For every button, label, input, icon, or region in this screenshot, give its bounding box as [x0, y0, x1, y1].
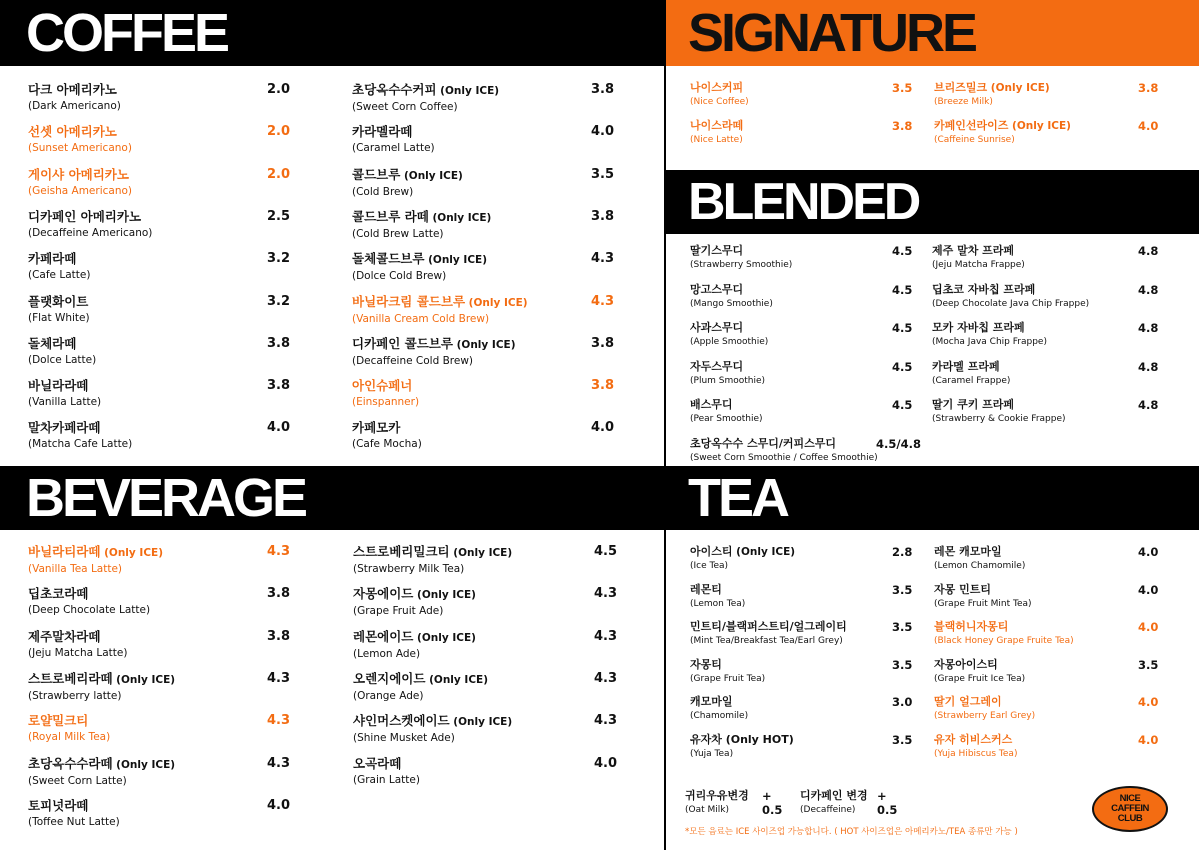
menu-item: [28, 82, 291, 113]
coffee-header: [0, 0, 664, 66]
menu-item-price: 3.8: [1138, 81, 1159, 95]
menu-item-english: (Dolce Latte): [28, 354, 97, 366]
menu-item: [934, 119, 1159, 146]
menu-item-name: 유자 히비스커스: [934, 733, 1013, 746]
menu-item-price: 3.2: [267, 251, 291, 266]
menu-item-english: (Caffeine Sunrise): [934, 135, 1015, 145]
menu-item: [28, 378, 291, 409]
menu-item-english: (Strawberry & Cookie Frappe): [932, 414, 1066, 424]
menu-item-english: (Sweet Corn Smoothie / Coffee Smoothie): [690, 453, 878, 463]
menu-item-name: 샤인머스켓에이드 (Only ICE): [353, 713, 513, 728]
option-english: (Oat Milk): [685, 805, 729, 815]
menu-item: [934, 733, 1159, 760]
only-ice-tag: (Only ICE): [400, 170, 463, 182]
menu-item: [690, 81, 913, 108]
blended-title: BLENDED: [688, 173, 919, 231]
only-ice-tag: (Only ICE): [1008, 120, 1071, 132]
menu-item: [353, 756, 618, 787]
menu-item-price: 4.5: [892, 321, 913, 335]
menu-item-english: (Matcha Cafe Latte): [28, 438, 133, 450]
menu-item-english: (Chamomile): [690, 711, 749, 721]
menu-item-name: 브리즈밀크 (Only ICE): [934, 81, 1050, 94]
option-price: + 0.5: [762, 789, 783, 817]
menu-item: [352, 378, 615, 409]
menu-item: [28, 167, 291, 198]
menu-item-english: (Sweet Corn Coffee): [352, 101, 458, 113]
menu-item-name: 초당옥수수 스무디/커피스무디: [690, 437, 836, 450]
menu-item-price: 4.0: [1138, 695, 1159, 709]
menu-item-price: 4.0: [267, 420, 291, 435]
menu-item-english: (Strawberry latte): [28, 690, 122, 702]
menu-item: [934, 81, 1159, 108]
signature-header: [664, 0, 1199, 66]
menu-item-price: 3.8: [892, 119, 913, 133]
beverage-title: BEVERAGE: [26, 468, 306, 528]
menu-item-price: 3.5: [892, 620, 913, 634]
menu-item-price: 4.3: [591, 251, 615, 266]
menu-item-price: 4.8: [1138, 360, 1159, 374]
menu-item: [353, 671, 618, 703]
menu-item-name: 카페라떼: [28, 251, 77, 266]
only-ice-tag: (Only ICE): [424, 254, 487, 266]
menu-item-name: 민트티/블랙퍼스트티/얼그레이티: [690, 620, 847, 633]
menu-item-price: 4.0: [591, 420, 615, 435]
menu-item: [353, 544, 618, 576]
menu-item: [28, 420, 291, 451]
menu-item: [690, 620, 913, 647]
blended-header: [664, 170, 1199, 234]
menu-item-price: 3.8: [591, 209, 615, 224]
menu-item: [932, 360, 1159, 387]
menu-item-name: 사과스무디: [690, 321, 744, 334]
menu-item-english: (Sunset Americano): [28, 142, 132, 154]
menu-item: [934, 620, 1159, 647]
menu-item-price: 3.5: [1138, 658, 1159, 672]
menu-item-name: 토피넛라떼: [28, 798, 89, 813]
menu-item: [690, 283, 913, 310]
menu-item-price: 4.8: [1138, 398, 1159, 412]
menu-item-name: 제주말차라떼: [28, 629, 101, 644]
menu-item: [352, 420, 615, 451]
menu-item-english: (Cafe Mocha): [352, 438, 422, 450]
only-ice-tag: (Only ICE): [987, 82, 1050, 94]
menu-item: [28, 798, 291, 829]
menu-item-english: (Grape Fruit Tea): [690, 674, 766, 684]
menu-item: [28, 713, 291, 744]
only-ice-tag: (Only ICE): [449, 716, 513, 728]
option-oat-milk: [685, 789, 783, 817]
menu-item-english: (Cold Brew): [352, 186, 414, 198]
only-ice-tag: (Only ICE): [112, 674, 176, 686]
menu-item-name: 자몽에이드 (Only ICE): [353, 586, 476, 601]
signature-title: SIGNATURE: [688, 3, 976, 63]
menu-item: [352, 251, 615, 283]
menu-item-english: (Grape Fruit Mint Tea): [934, 599, 1032, 609]
menu-item-price: 3.5: [892, 658, 913, 672]
menu-item: [28, 586, 291, 617]
menu-item-price: 4.5/4.8: [876, 437, 921, 451]
menu-item-english: (Sweet Corn Latte): [28, 775, 127, 787]
menu-item-price: 4.0: [1138, 583, 1159, 597]
only-ice-tag: (Only ICE): [732, 546, 796, 558]
menu-item-english: (Flat White): [28, 312, 90, 324]
option-english: (Decaffeine): [800, 805, 856, 815]
menu-item-english: (Mango Smoothie): [690, 299, 773, 309]
only-ice-tag: (Only ICE): [436, 85, 500, 97]
menu-item-english: (Dark Americano): [28, 100, 121, 112]
menu-item-price: 3.8: [267, 336, 291, 351]
menu-item-english: (Ice Tea): [690, 561, 729, 571]
menu-item-price: 3.5: [892, 733, 913, 747]
menu-item: [28, 544, 291, 576]
menu-item-price: 4.3: [594, 713, 618, 728]
menu-item-price: 2.0: [267, 167, 291, 182]
menu-item-name: 모카 자바칩 프라페: [932, 321, 1025, 334]
menu-item-name: 자몽아이스티: [934, 658, 998, 671]
menu-item-english: (Nice Latte): [690, 135, 743, 145]
menu-item-english: (Einspanner): [352, 396, 420, 408]
menu-item-english: (Breeze Milk): [934, 97, 993, 107]
menu-item-name: 오렌지에이드 (Only ICE): [353, 671, 488, 686]
menu-item-english: (Strawberry Smoothie): [690, 260, 793, 270]
menu-item-price: 3.8: [591, 82, 615, 97]
menu-item-name: 게이샤 아메리카노: [28, 167, 129, 182]
menu-item: [932, 244, 1159, 271]
only-ice-tag: (Only ICE): [465, 297, 528, 309]
menu-item-name: 바닐라크림 콜드브루 (Only ICE): [352, 294, 528, 309]
menu-item-price: 3.5: [892, 81, 913, 95]
menu-item: [932, 398, 1159, 425]
menu-item-name: 레몬에이드 (Only ICE): [353, 629, 476, 644]
nice-caffein-club-logo: NICE CAFFEIN CLUB: [1092, 786, 1168, 832]
only-ice-tag: (Only ICE): [452, 339, 516, 351]
menu-item-price: 3.5: [591, 167, 615, 182]
menu-item-price: 4.3: [267, 671, 291, 686]
menu-item: [690, 695, 913, 722]
menu-item-english: (Grape Fruit Ice Tea): [934, 674, 1026, 684]
menu-item-english: (Dolce Cold Brew): [352, 270, 447, 282]
menu-item: [28, 629, 291, 660]
menu-item: [28, 671, 291, 703]
menu-item-name: 오곡라떼: [353, 756, 402, 771]
menu-item: [28, 336, 291, 367]
menu-item-english: (Decaffeine Americano): [28, 227, 153, 239]
menu-item-english: (Geisha Americano): [28, 185, 132, 197]
menu-item-price: 4.3: [267, 713, 291, 728]
menu-item-name: 딸기 쿠키 프라페: [932, 398, 1015, 411]
menu-item-english: (Deep Chocolate Java Chip Frappe): [932, 299, 1090, 309]
menu-item: [690, 545, 913, 572]
menu-item: [690, 437, 921, 464]
only-ice-tag: (Only ICE): [413, 589, 476, 601]
menu-item-english: (Mocha Java Chip Frappe): [932, 337, 1047, 347]
menu-item-price: 3.8: [591, 336, 615, 351]
coffee-title: COFFEE: [26, 3, 228, 63]
menu-item: [690, 244, 913, 271]
menu-item-price: 4.3: [267, 544, 291, 559]
menu-item-price: 4.5: [892, 244, 913, 258]
menu-item: [690, 119, 913, 146]
only-ice-tag: (Only ICE): [425, 674, 488, 686]
menu-item-english: (Jeju Matcha Latte): [28, 647, 128, 659]
only-ice-tag: (Only ICE): [100, 547, 163, 559]
menu-item: [28, 756, 291, 788]
option-decaffeine: [800, 789, 898, 817]
menu-item: [934, 545, 1159, 572]
menu-item-price: 2.5: [267, 209, 291, 224]
menu-item: [28, 294, 291, 325]
menu-item: [690, 321, 913, 348]
menu-item-price: 4.5: [892, 283, 913, 297]
only-ice-tag: (Only ICE): [413, 632, 476, 644]
menu-item-name: 아인슈페너: [352, 378, 413, 393]
menu-item-price: 3.8: [267, 586, 291, 601]
menu-item-english: (Nice Coffee): [690, 97, 749, 107]
menu-item: [352, 209, 615, 241]
menu-item-price: 3.2: [267, 294, 291, 309]
menu-item-name: 카라멜 프라페: [932, 360, 1000, 373]
menu-item-price: 2.0: [267, 82, 291, 97]
menu-item-price: 4.0: [591, 124, 615, 139]
menu-item-english: (Vanilla Cream Cold Brew): [352, 313, 490, 325]
menu-item-name: 카페모카: [352, 420, 401, 435]
menu-item-name: 콜드브루 (Only ICE): [352, 167, 463, 182]
menu-item-english: (Plum Smoothie): [690, 376, 766, 386]
menu-item-name: 로얄밀크티: [28, 713, 89, 728]
menu-item-name: 딥초코 자바칩 프라페: [932, 283, 1036, 296]
menu-item-english: (Pear Smoothie): [690, 414, 763, 424]
menu-item-name: 딸기스무디: [690, 244, 744, 257]
menu-item-english: (Grain Latte): [353, 774, 420, 786]
menu-item: [690, 658, 913, 685]
menu-item-name: 스트로베리밀크티 (Only ICE): [353, 544, 513, 559]
menu-item-english: (Yuja Tea): [690, 749, 734, 759]
menu-item-name: 디카페인 아메리카노: [28, 209, 142, 224]
tea-header: [664, 466, 1199, 530]
menu-item-english: (Lemon Tea): [690, 599, 746, 609]
menu-item-name: 아이스티 (Only ICE): [690, 545, 796, 558]
menu-item-price: 4.0: [594, 756, 618, 771]
menu-item-price: 2.8: [892, 545, 913, 559]
menu-item-price: 4.5: [892, 398, 913, 412]
menu-item-price: 4.8: [1138, 321, 1159, 335]
beverage-header: [0, 466, 664, 530]
menu-item-price: 4.0: [267, 798, 291, 813]
menu-item-price: 3.0: [892, 695, 913, 709]
menu-item-price: 3.8: [267, 378, 291, 393]
option-price: + 0.5: [877, 789, 898, 817]
option-name: 귀리우유변경: [685, 789, 749, 802]
menu-item-name: 나이스커피: [690, 81, 744, 94]
menu-item-name: 돌체라떼: [28, 336, 77, 351]
menu-item-name: 바닐라티라떼 (Only ICE): [28, 544, 163, 559]
only-ice-tag: (Only ICE): [112, 759, 176, 771]
menu-item-price: 4.0: [1138, 733, 1159, 747]
menu-item-name: 다크 아메리카노: [28, 82, 117, 97]
menu-item-price: 4.0: [1138, 545, 1159, 559]
menu-item-price: 2.0: [267, 124, 291, 139]
menu-item-english: (Royal Milk Tea): [28, 731, 111, 743]
menu-item-name: 스트로베리라떼 (Only ICE): [28, 671, 176, 686]
menu-item-name: 유자차 (Only HOT): [690, 733, 794, 746]
menu-item-name: 말차카페라떼: [28, 420, 101, 435]
menu-item-english: (Shine Musket Ade): [353, 732, 455, 744]
menu-item: [352, 294, 615, 326]
menu-item-price: 4.3: [267, 756, 291, 771]
menu-item-english: (Cafe Latte): [28, 269, 91, 281]
column-divider: [664, 0, 666, 850]
menu-item: [352, 82, 615, 114]
menu-item-english: (Apple Smoothie): [690, 337, 769, 347]
menu-item-name: 배스무디: [690, 398, 733, 411]
menu-item-name: 바닐라라떼: [28, 378, 89, 393]
menu-item-name: 카라멜라떼: [352, 124, 413, 139]
menu-item: [932, 283, 1159, 310]
menu-item-name: 디카페인 콜드브루 (Only ICE): [352, 336, 516, 351]
menu-item-english: (Caramel Latte): [352, 142, 435, 154]
menu-item-name: 망고스무디: [690, 283, 744, 296]
menu-item-price: 4.3: [591, 294, 615, 309]
menu-item: [352, 336, 615, 368]
menu-item: [28, 209, 291, 240]
menu-item-name: 딥초코라떼: [28, 586, 89, 601]
menu-item: [690, 733, 913, 760]
tea-title: TEA: [688, 468, 787, 528]
menu-item-name: 블랙허니자몽티: [934, 620, 1009, 633]
menu-item-english: (Decaffeine Cold Brew): [352, 355, 474, 367]
menu-item-name: 나이스라떼: [690, 119, 744, 132]
menu-item-name: 레몬 캐모마일: [934, 545, 1002, 558]
menu-item-english: (Jeju Matcha Frappe): [932, 260, 1025, 270]
menu-item-name: 초당옥수수커피 (Only ICE): [352, 82, 500, 97]
menu-item-english: (Toffee Nut Latte): [28, 816, 120, 828]
menu-item-name: 딸기 얼그레이: [934, 695, 1002, 708]
menu-item-price: 4.8: [1138, 244, 1159, 258]
option-name: 디카페인 변경: [800, 789, 868, 802]
menu-item-english: (Orange Ade): [353, 690, 424, 702]
menu-item: [934, 695, 1159, 722]
menu-item-price: 4.0: [1138, 119, 1159, 133]
menu-item: [690, 360, 913, 387]
menu-item-name: 자몽티: [690, 658, 722, 671]
menu-item-name: 콜드브루 라떼 (Only ICE): [352, 209, 492, 224]
menu-item: [28, 124, 291, 155]
menu-item: [690, 583, 913, 610]
menu-item: [353, 586, 618, 618]
menu-item-english: (Vanilla Latte): [28, 396, 102, 408]
menu-item-name: 초당옥수수라떼 (Only ICE): [28, 756, 176, 771]
menu-item-name: 자두스무디: [690, 360, 744, 373]
menu-item-price: 3.8: [591, 378, 615, 393]
menu-item-english: (Lemon Ade): [353, 648, 421, 660]
menu-item-price: 4.3: [594, 586, 618, 601]
menu-item: [934, 658, 1159, 685]
menu-item-name: 돌체콜드브루 (Only ICE): [352, 251, 487, 266]
menu-item-english: (Mint Tea/Breakfast Tea/Earl Grey): [690, 636, 843, 646]
menu-item-name: 캐모마일: [690, 695, 733, 708]
menu-item-english: (Lemon Chamomile): [934, 561, 1026, 571]
menu-item: [353, 629, 618, 661]
menu-item-price: 3.5: [892, 583, 913, 597]
menu-item-price: 4.5: [594, 544, 618, 559]
menu-item-name: 플랫화이트: [28, 294, 89, 309]
menu-item-english: (Caramel Frappe): [932, 376, 1011, 386]
menu-item-price: 4.5: [892, 360, 913, 374]
only-ice-tag: (Only ICE): [449, 547, 513, 559]
menu-item-name: 카페인선라이즈 (Only ICE): [934, 119, 1071, 132]
menu-item-name: 자몽 민트티: [934, 583, 991, 596]
menu-item-english: (Black Honey Grape Fruite Tea): [934, 636, 1074, 646]
menu-item-price: 4.8: [1138, 283, 1159, 297]
menu-item-english: (Strawberry Milk Tea): [353, 563, 465, 575]
menu-item: [932, 321, 1159, 348]
size-up-note: *모든 음료는 ICE 사이즈업 가능합니다. ( HOT 사이즈업은 아메리카노/TEA 종류만 가능 ): [685, 827, 1018, 837]
menu-item-price: 4.0: [1138, 620, 1159, 634]
menu-item: [352, 167, 615, 199]
menu-item-english: (Grape Fruit Ade): [353, 605, 444, 617]
menu-item: [28, 251, 291, 282]
menu-item-english: (Deep Chocolate Latte): [28, 604, 151, 616]
menu-item-name: 선셋 아메리카노: [28, 124, 117, 139]
menu-item-name: 제주 말차 프라페: [932, 244, 1015, 257]
menu-item-english: (Vanilla Tea Latte): [28, 563, 123, 575]
menu-item-name: 레몬티: [690, 583, 722, 596]
menu-item-price: 3.8: [267, 629, 291, 644]
menu-item-english: (Strawberry Earl Grey): [934, 711, 1036, 721]
menu-item: [352, 124, 615, 155]
menu-item-price: 4.3: [594, 671, 618, 686]
menu-item-english: (Cold Brew Latte): [352, 228, 444, 240]
only-ice-tag: (Only ICE): [428, 212, 492, 224]
menu-item-english: (Yuja Hibiscus Tea): [934, 749, 1018, 759]
menu-item-price: 4.3: [594, 629, 618, 644]
menu-item: [934, 583, 1159, 610]
menu-item: [690, 398, 913, 425]
menu-item: [353, 713, 618, 745]
